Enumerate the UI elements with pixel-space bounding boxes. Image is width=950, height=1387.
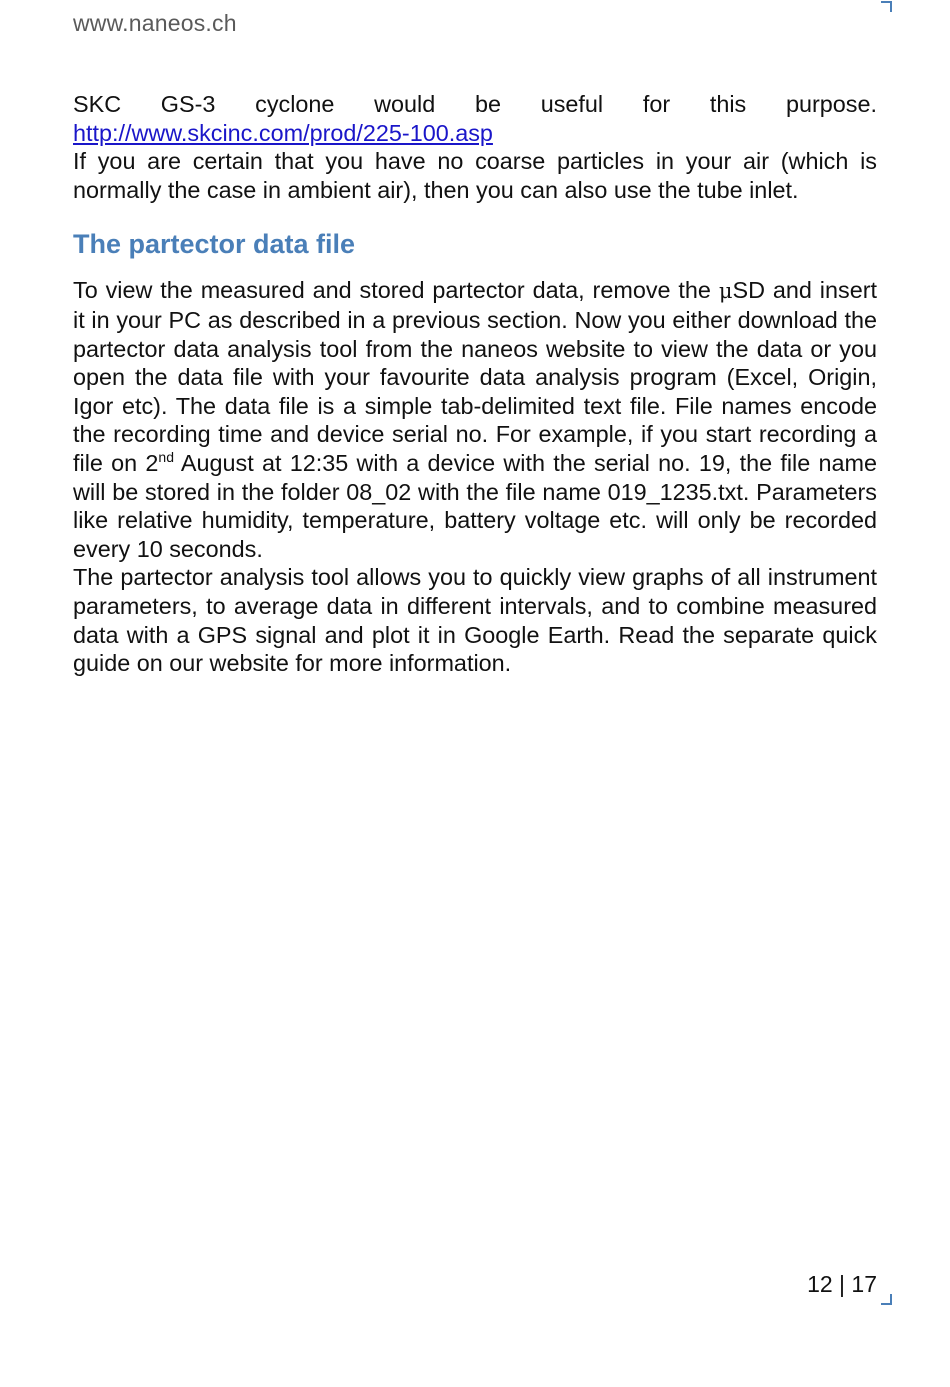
data-file-paragraph bbox=[73, 276, 877, 563]
corner-mark-bottom bbox=[881, 1294, 892, 1305]
section-title: The partector data file bbox=[73, 229, 356, 260]
header-url: www.naneos.ch bbox=[73, 10, 237, 36]
cyclone-paragraph bbox=[73, 90, 877, 147]
corner-mark-top bbox=[881, 1, 892, 12]
analysis-tool-paragraph: The partector analysis tool allows you to quickly view graphs of all instrument parameters, to average data in different intervals, and to combine measured data with a GPS signal and plot it in Google Earth. Read the separate quick guide on our website for more information. bbox=[73, 564, 877, 677]
mu-symbol: μ bbox=[718, 279, 733, 304]
p1-text-b: SD and insert it in your PC as described in a previous section. Now you either download the partector data analysis tool from the naneos website to view the data or you open the data file with your favourite data analysis program (Excel, Origin, Igor etc). The data file is a simple tab-delimited text file. File names encode the recording time and device serial no. For example, if you start recording a file on 2 bbox=[73, 277, 878, 476]
p1-text-c: August at 12:35 with a device with the serial no. 19, the file name will be stored in the folder 08_02 with the file name 019_1235.txt. Parameters like relative humidity, temperature, battery voltage etc. will only be recorded every 10 seconds. bbox=[73, 449, 877, 562]
ordinal-suffix: nd bbox=[158, 449, 174, 466]
page-number: 12 | 17 bbox=[807, 1271, 877, 1297]
cyclone-text: SKC GS-3 cyclone would be useful for this purpose. bbox=[73, 91, 877, 117]
coarse-particles-paragraph: If you are certain that you have no coarse particles in your air (which is normally the case in ambient air), then you can also use the tube inlet. bbox=[73, 148, 877, 203]
page-content bbox=[73, 90, 877, 678]
p1-text-a: To view the measured and stored partector data, remove the bbox=[73, 277, 719, 304]
skc-product-link[interactable]: http://www.skcinc.com/prod/225-100.asp bbox=[73, 119, 493, 146]
